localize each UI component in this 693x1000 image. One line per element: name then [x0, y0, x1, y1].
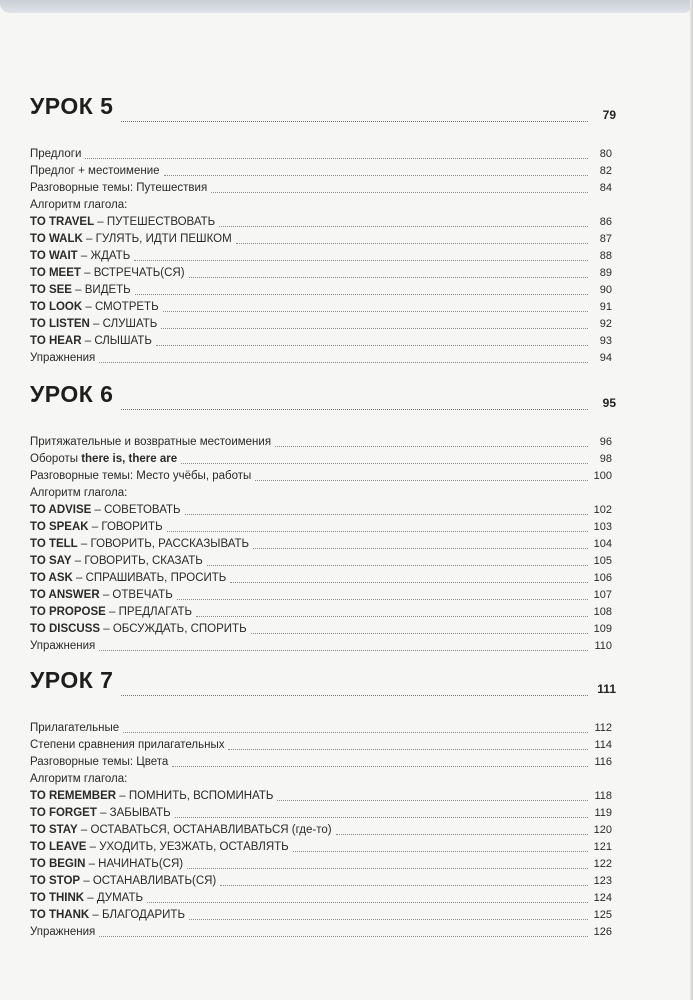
entry-page-number: 114	[594, 739, 612, 751]
entry-page-number: 84	[599, 182, 612, 194]
entry-label	[30, 924, 95, 941]
entry-page-number: 105	[593, 555, 612, 567]
entry-page-number: 96	[599, 436, 612, 448]
toc-entry	[24, 485, 616, 502]
toc-entry	[24, 856, 616, 873]
entry-text: – ЖДАТЬ	[77, 250, 131, 262]
entry-page-number: 118	[594, 790, 612, 802]
entry-page-number: 121	[593, 841, 612, 853]
section-page-number: 79	[602, 108, 616, 122]
toc-entry	[24, 570, 616, 587]
entry-page-number: 88	[599, 250, 612, 262]
dotted-leader	[255, 480, 588, 481]
entry-page-number: 107	[593, 589, 612, 601]
entry-label	[30, 570, 226, 587]
entry-text: – ПУТЕШЕСТВОВАТЬ	[94, 216, 216, 228]
entry-text: Алгоритм глагола:	[30, 487, 128, 499]
entry-page-number: 94	[599, 352, 612, 364]
entry-text: Предлоги	[30, 148, 82, 160]
entry-text: Разговорные темы: Место учёбы, работы	[30, 470, 252, 482]
verb-term: TO ADVISE	[30, 504, 92, 516]
toc-entry	[24, 231, 616, 248]
entry-text: Алгоритм глагола:	[30, 773, 128, 785]
section-header	[24, 90, 616, 126]
entry-text: – УХОДИТЬ, УЕЗЖАТЬ, ОСТАВЛЯТЬ	[86, 841, 289, 853]
entry-page-number: 86	[599, 216, 612, 228]
dotted-leader	[253, 548, 588, 549]
entry-label	[30, 771, 127, 788]
entry-text: – СОВЕТОВАТЬ	[91, 504, 181, 516]
entry-label	[30, 553, 203, 570]
entry-text: Упражнения	[30, 926, 96, 938]
verb-term: TO DISCUSS	[30, 623, 101, 635]
entry-page-number: 119	[594, 807, 612, 819]
toc-entry	[24, 839, 616, 856]
toc-entry	[24, 333, 616, 350]
dotted-leader	[293, 851, 588, 852]
dotted-leader	[121, 409, 588, 410]
toc-entry	[24, 788, 616, 805]
section-title: УРОК 7	[30, 667, 114, 693]
entry-label	[30, 468, 251, 485]
entry-page-number: 103	[593, 521, 612, 533]
entry-text: – ВИДЕТЬ	[71, 284, 131, 296]
verb-term: TO PROPOSE	[30, 606, 106, 618]
entry-text: – ОТВЕЧАТЬ	[99, 589, 173, 601]
entry-label	[30, 451, 177, 468]
dotted-leader	[135, 294, 588, 295]
toc-entry	[24, 822, 616, 839]
dotted-leader	[161, 328, 588, 329]
section-page-number: 111	[597, 682, 616, 696]
entry-label	[30, 587, 173, 604]
verb-term: TO FORGET	[30, 807, 97, 819]
entry-label	[30, 720, 119, 737]
entry-text: Прилагательные	[30, 722, 120, 734]
toc-entry	[24, 720, 616, 737]
entry-text: – ОБСУЖДАТЬ, СПОРИТЬ	[100, 623, 247, 635]
entry-page-number: 82	[599, 165, 612, 177]
dotted-leader	[336, 834, 588, 835]
toc-entry	[24, 502, 616, 519]
entry-page-number: 102	[593, 504, 612, 516]
toc-entry	[24, 638, 616, 655]
entry-page-number: 122	[593, 858, 612, 870]
dotted-leader	[172, 766, 588, 767]
entry-label	[30, 248, 130, 265]
entry-label	[30, 621, 247, 638]
section-title: УРОК 5	[30, 93, 114, 119]
dotted-leader	[99, 936, 588, 937]
entry-text: Разговорные темы: Путешествия	[30, 182, 208, 194]
verb-term: TO HEAR	[30, 335, 82, 347]
section-header	[24, 664, 616, 700]
entry-label	[30, 519, 163, 536]
entry-text: Разговорные темы: Цвета	[30, 756, 169, 768]
entry-page-number: 123	[593, 875, 612, 887]
verb-term: TO THINK	[30, 892, 85, 904]
section-header	[24, 378, 616, 414]
entry-label	[30, 434, 271, 451]
entry-list	[24, 146, 616, 367]
entry-label	[30, 754, 168, 771]
top-shadow-band	[0, 0, 693, 13]
entry-text: – БЛАГОДАРИТЬ	[89, 909, 185, 921]
entry-text: – СПРАШИВАТЬ, ПРОСИТЬ	[72, 572, 227, 584]
entry-text: – ВСТРЕЧАТЬ(СЯ)	[80, 267, 185, 279]
entry-page-number: 90	[599, 284, 612, 296]
entry-label	[30, 890, 143, 907]
toc-entry	[24, 771, 616, 788]
entry-label	[30, 231, 232, 248]
verb-term: TO STOP	[30, 875, 81, 887]
entry-label	[30, 737, 224, 754]
toc-entry	[24, 890, 616, 907]
entry-text: Притяжательные и возвратные местоимения	[30, 436, 272, 448]
entry-page-number: 100	[593, 470, 612, 482]
entry-label	[30, 197, 127, 214]
toc-section	[24, 378, 616, 655]
section-page-number: 95	[602, 396, 616, 410]
entry-label	[30, 333, 152, 350]
entry-label	[30, 265, 185, 282]
entry-page-number: 80	[599, 148, 612, 160]
toc-entry	[24, 907, 616, 924]
toc-entry	[24, 737, 616, 754]
toc-entry	[24, 587, 616, 604]
toc-entry	[24, 805, 616, 822]
entry-text: – ОСТАНАВЛИВАТЬ(СЯ)	[80, 875, 217, 887]
verb-term: TO TELL	[30, 538, 78, 550]
entry-text: Упражнения	[30, 640, 96, 652]
dotted-leader	[189, 277, 588, 278]
toc-entry	[24, 873, 616, 890]
entry-text: – НАЧИНАТЬ(СЯ)	[85, 858, 184, 870]
toc-entry	[24, 299, 616, 316]
toc-section	[24, 90, 616, 367]
entry-text: – ДУМАТЬ	[84, 892, 144, 904]
entry-label	[30, 536, 249, 553]
entry-text: Упражнения	[30, 352, 96, 364]
entry-label	[30, 839, 289, 856]
entry-page-number: 109	[593, 623, 612, 635]
entry-label	[30, 502, 181, 519]
verb-term: TO WAIT	[30, 250, 78, 262]
toc-entry	[24, 621, 616, 638]
entry-label	[30, 163, 160, 180]
entry-text: – ГОВОРИТЬ, СКАЗАТЬ	[71, 555, 203, 567]
entry-text: – ГОВОРИТЬ	[88, 521, 163, 533]
verb-term: TO LISTEN	[30, 318, 90, 330]
entry-label	[30, 485, 127, 502]
entry-page-number: 108	[593, 606, 612, 618]
entry-page-number: 104	[593, 538, 612, 550]
entry-text: Степени сравнения прилагательных	[30, 739, 225, 751]
dotted-leader	[185, 514, 588, 515]
section-title: УРОК 6	[30, 381, 114, 407]
entry-list	[24, 720, 616, 941]
entry-page-number: 124	[593, 892, 612, 904]
dotted-leader	[230, 582, 588, 583]
toc-entry	[24, 536, 616, 553]
verb-term: TO SAY	[30, 555, 72, 567]
entry-label	[30, 856, 183, 873]
dotted-leader	[123, 732, 588, 733]
entry-page-number: 106	[593, 572, 612, 584]
entry-label	[30, 822, 332, 839]
dotted-leader	[196, 616, 588, 617]
dotted-leader	[147, 902, 588, 903]
entry-text: – ПРЕДЛАГАТЬ	[105, 606, 193, 618]
dotted-leader	[134, 260, 588, 261]
entry-text: – СМОТРЕТЬ	[82, 301, 159, 313]
entry-text: Алгоритм глагола:	[30, 199, 128, 211]
entry-label	[30, 299, 159, 316]
dotted-leader	[220, 885, 588, 886]
verb-term: TO LOOK	[30, 301, 83, 313]
verb-term: TO WALK	[30, 233, 83, 245]
dotted-leader	[251, 633, 588, 634]
entry-label	[30, 180, 207, 197]
entry-page-number: 87	[599, 233, 612, 245]
toc-entry	[24, 316, 616, 333]
dotted-leader	[228, 749, 588, 750]
toc-entry	[24, 214, 616, 231]
toc-entry	[24, 163, 616, 180]
verb-term: TO ANSWER	[30, 589, 100, 601]
toc-entry	[24, 197, 616, 214]
entry-label	[30, 604, 192, 621]
dotted-leader	[219, 226, 588, 227]
toc-entry	[24, 265, 616, 282]
entry-label	[30, 282, 131, 299]
entry-page-number: 116	[594, 756, 612, 768]
entry-label	[30, 873, 216, 890]
verb-term: TO MEET	[30, 267, 81, 279]
entry-label	[30, 805, 171, 822]
dotted-leader	[236, 243, 588, 244]
entry-text: Обороты	[30, 453, 82, 465]
entry-label	[30, 214, 215, 231]
toc-entry	[24, 146, 616, 163]
entry-page-number: 125	[593, 909, 612, 921]
entry-page-number: 120	[593, 824, 612, 836]
entry-label	[30, 907, 185, 924]
dotted-leader	[275, 446, 588, 447]
verb-term: TO THANK	[30, 909, 90, 921]
entry-page-number: 98	[599, 453, 612, 465]
verb-term: TO LEAVE	[30, 841, 87, 853]
dotted-leader	[207, 565, 588, 566]
dotted-leader	[277, 800, 588, 801]
entry-label	[30, 350, 95, 367]
toc-entry	[24, 754, 616, 771]
verb-term: TO REMEMBER	[30, 790, 117, 802]
dotted-leader	[177, 599, 588, 600]
entry-page-number: 126	[593, 926, 612, 938]
toc-entry	[24, 553, 616, 570]
verb-term: TO ASK	[30, 572, 73, 584]
verb-term: TO TRAVEL	[30, 216, 95, 228]
entry-text: – ГУЛЯТЬ, ИДТИ ПЕШКОМ	[82, 233, 232, 245]
toc-section	[24, 664, 616, 941]
dotted-leader	[121, 121, 588, 122]
verb-term: TO BEGIN	[30, 858, 86, 870]
dotted-leader	[164, 175, 588, 176]
entry-page-number: 110	[594, 640, 612, 652]
entry-bold-text: there is, there are	[81, 453, 178, 465]
entry-label	[30, 788, 273, 805]
entry-label	[30, 316, 157, 333]
dotted-leader	[85, 158, 588, 159]
entry-page-number: 93	[599, 335, 612, 347]
entry-page-number: 92	[599, 318, 612, 330]
entry-label	[30, 146, 81, 163]
toc-entry	[24, 350, 616, 367]
dotted-leader	[156, 345, 588, 346]
toc-entry	[24, 282, 616, 299]
entry-text: Предлог + местоимение	[30, 165, 160, 177]
verb-term: TO SPEAK	[30, 521, 89, 533]
toc-entry	[24, 519, 616, 536]
dotted-leader	[211, 192, 588, 193]
toc-entry	[24, 180, 616, 197]
toc-entry	[24, 434, 616, 451]
entry-text: – ОСТАВАТЬСЯ, ОСТАНАВЛИВАТЬСЯ (где-то)	[77, 824, 332, 836]
verb-term: TO STAY	[30, 824, 78, 836]
dotted-leader	[163, 311, 588, 312]
dotted-leader	[167, 531, 588, 532]
entry-text: – СЛУШАТЬ	[89, 318, 158, 330]
verb-term: TO SEE	[30, 284, 72, 296]
entry-page-number: 91	[599, 301, 612, 313]
entry-text: – ЗАБЫВАТЬ	[96, 807, 171, 819]
dotted-leader	[187, 868, 588, 869]
entry-page-number: 112	[594, 722, 612, 734]
dotted-leader	[189, 919, 588, 920]
dotted-leader	[99, 362, 588, 363]
dotted-leader	[175, 817, 588, 818]
toc-entry	[24, 924, 616, 941]
entry-text: – ПОМНИТЬ, ВСПОМИНАТЬ	[116, 790, 274, 802]
dotted-leader	[121, 695, 588, 696]
toc-entry	[24, 451, 616, 468]
dotted-leader	[99, 650, 588, 651]
toc-entry	[24, 468, 616, 485]
toc-entry	[24, 604, 616, 621]
entry-list	[24, 434, 616, 655]
toc-entry	[24, 248, 616, 265]
entry-label	[30, 638, 95, 655]
dotted-leader	[181, 463, 588, 464]
entry-page-number: 89	[599, 267, 612, 279]
entry-text: – ГОВОРИТЬ, РАССКАЗЫВАТЬ	[77, 538, 250, 550]
entry-text: – СЛЫШАТЬ	[81, 335, 152, 347]
